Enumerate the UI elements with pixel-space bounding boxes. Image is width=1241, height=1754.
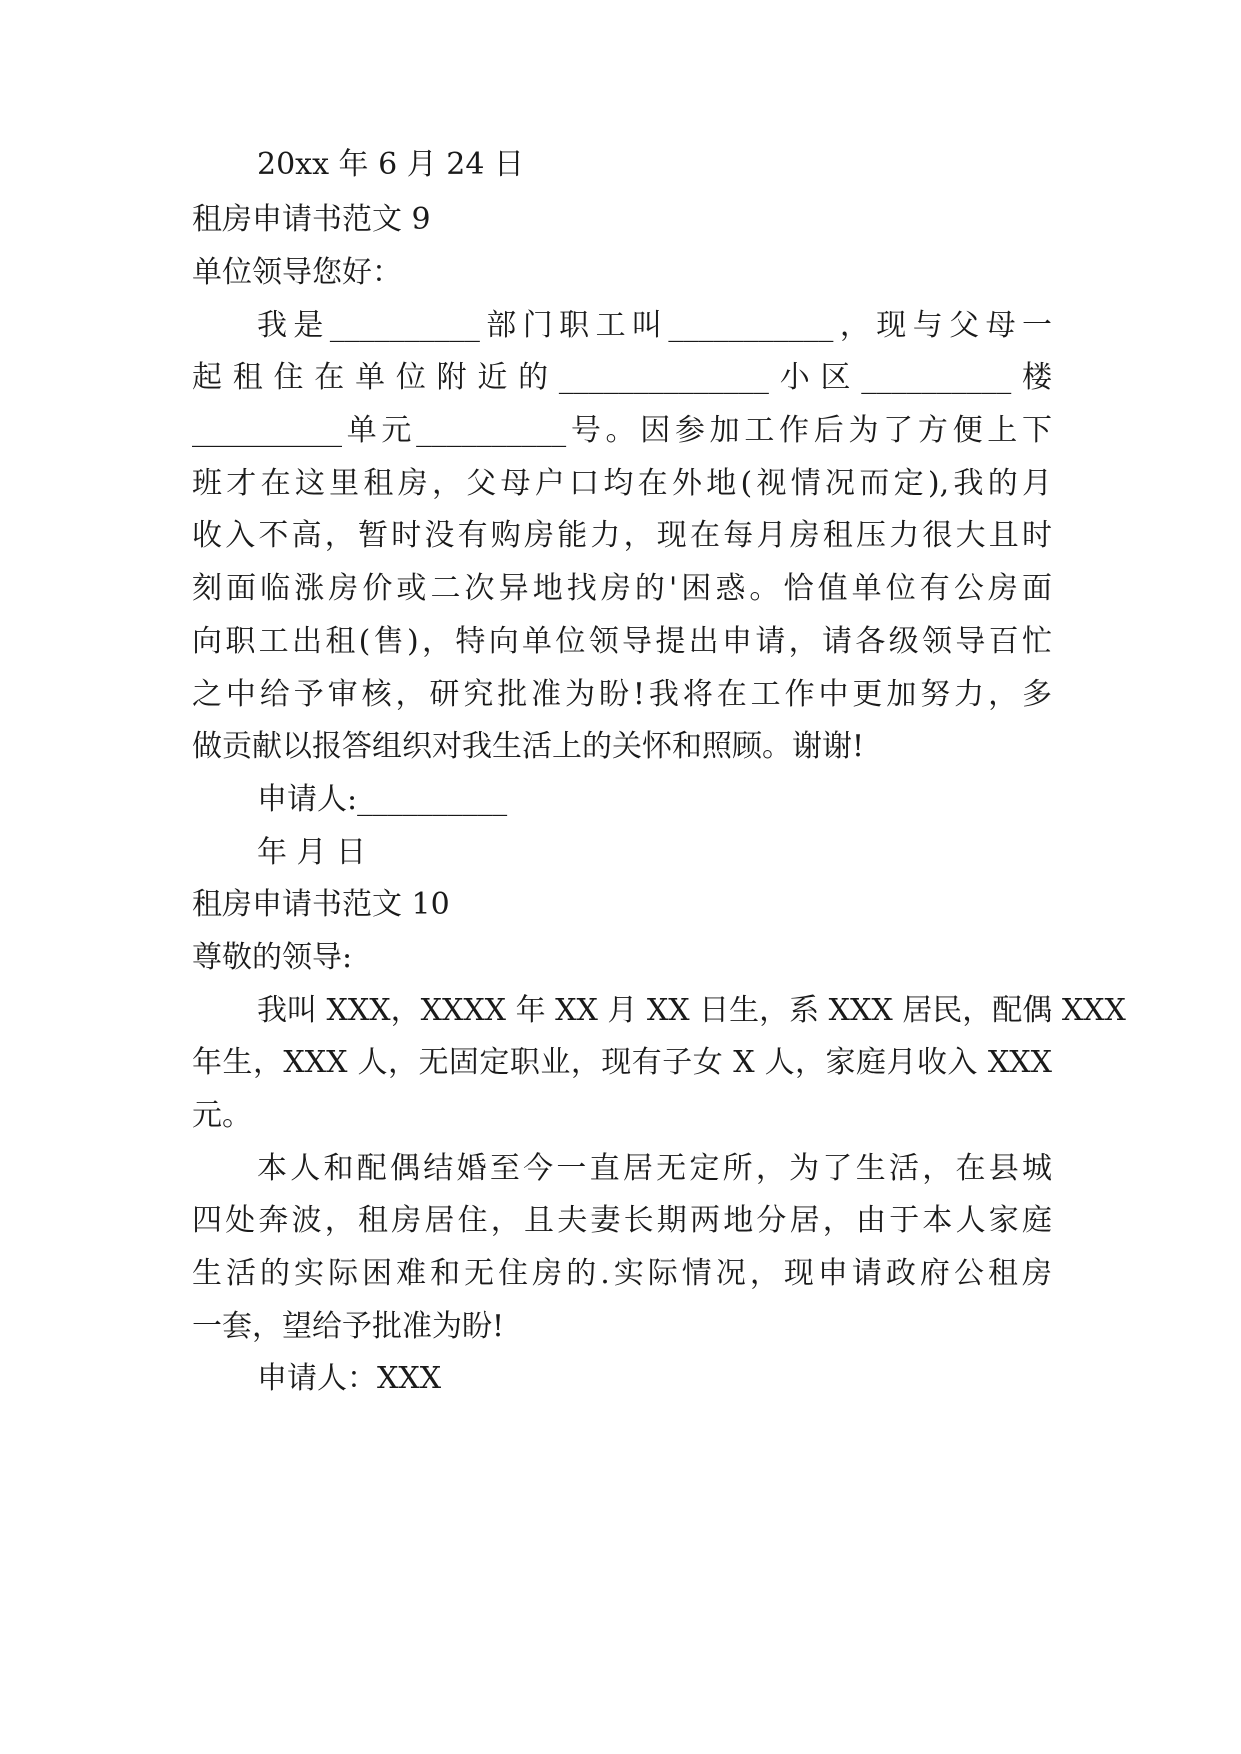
body-line: 起租住在单位附近的______________小区__________楼 [192, 360, 1052, 395]
salutation-9: 单位领导您好： [192, 255, 402, 290]
body-line: 收入不高，暂时没有购房能力，现在每月房租压力很大且时 [192, 518, 1052, 553]
body-line: 我是__________部门职工叫___________，现与父母一 [257, 308, 1052, 343]
body-line: 本人和配偶结婚至今一直居无定所，为了生活，在县城 [257, 1151, 1052, 1186]
body-line: 班才在这里租房，父母户口均在外地(视情况而定),我的月 [192, 466, 1052, 501]
body-line: 之中给予审核，研究批准为盼!我将在工作中更加努力，多 [192, 677, 1052, 712]
body-line: 向职工出租(售)，特向单位领导提出申请，请各级领导百忙 [192, 624, 1052, 659]
date-line: 20xx 年 6 月 24 日 [257, 147, 524, 182]
body-line: __________单元__________号。因参加工作后为了方便上下 [192, 413, 1052, 448]
body-line: 元。 [192, 1098, 252, 1133]
body-line: 我叫 XXX，XXXX 年 XX 月 XX 日生，系 XXX 居民，配偶 XXX [257, 993, 1126, 1028]
body-line: 年生，XXX 人，无固定职业，现有子女 X 人，家庭月收入 XXX [192, 1045, 1052, 1080]
body-line: 四处奔波，租房居住，且夫妻长期两地分居，由于本人家庭 [192, 1203, 1052, 1238]
section-title-9: 租房申请书范文 9 [192, 202, 431, 237]
body-line: 做贡献以报答组织对我生活上的关怀和照顾。谢谢! [192, 729, 865, 764]
applicant-10: 申请人：XXX [257, 1361, 442, 1396]
applicant-9: 申请人:__________ [257, 782, 508, 817]
body-line: 刻面临涨房价或二次异地找房的'困惑。恰值单位有公房面 [192, 571, 1052, 606]
section-title-10: 租房申请书范文 10 [192, 887, 450, 922]
date-blank-9: 年 月 日 [257, 835, 367, 870]
body-line: 一套，望给予批准为盼! [192, 1309, 505, 1344]
body-line: 生活的实际困难和无住房的.实际情况，现申请政府公租房 [192, 1256, 1052, 1291]
salutation-10: 尊敬的领导: [192, 940, 353, 975]
